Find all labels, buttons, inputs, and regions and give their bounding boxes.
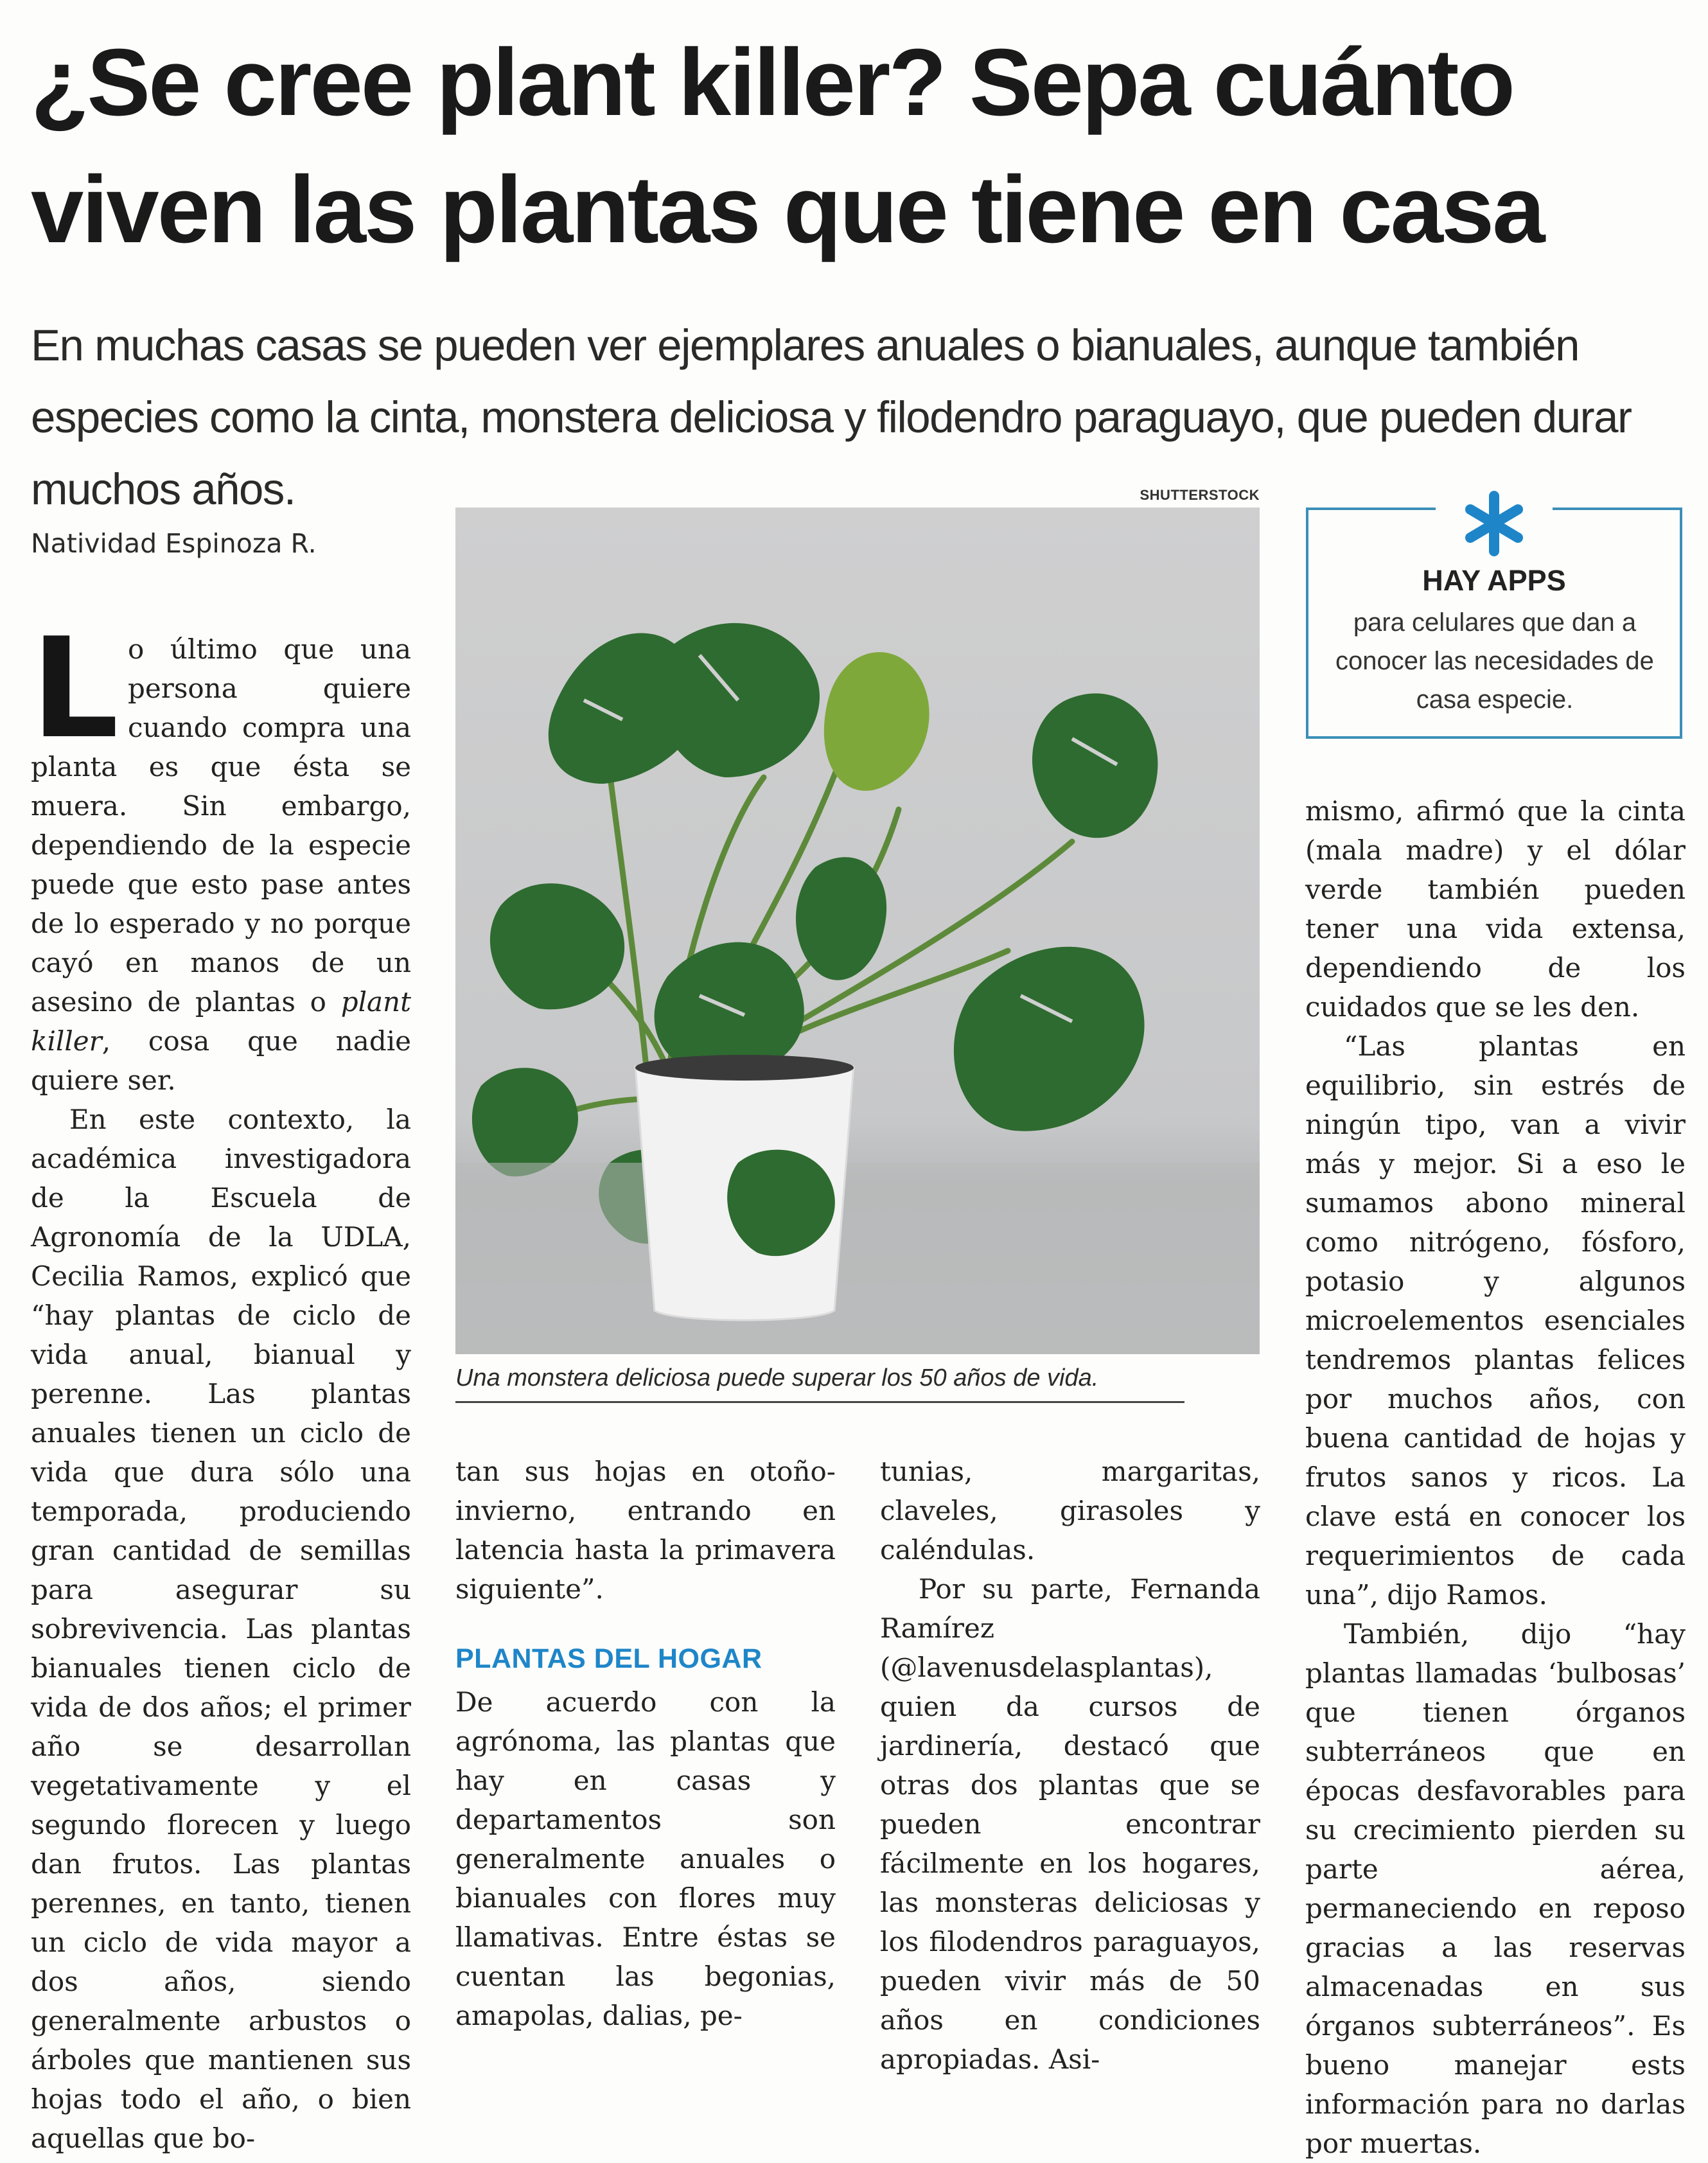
paragraph — [31, 608, 411, 1100]
plant-photo — [455, 508, 1260, 1354]
paragraph: También, dijo “hay plantas llamadas ‘bulbosas’ que tienen órganos subterráneos que en épocas desfavorables para su crecimiento pierden su parte aérea, permaneciendo en reposo gracias a las reservas almacenadas en sus órganos subterráneos”. Es bueno manejar ests información para no darlas por muertas. — [1305, 1618, 1686, 2159]
paragraph: “Las plantas en equilibrio, sin estrés de ningún tipo, van a vivir más y mejor. Si a eso le sumamos abono mineral como nitrógeno, fósforo, potasio y algunos microelementos esenciales tendremos plantas felices por muchos años, con buena cantidad de hojas y frutos sanos y ricos. La clave está en conocer los requerimientos de cada una”, dijo Ramos. — [1305, 1030, 1686, 1611]
paragraph: mismo, afirmó que la cinta (mala madre) y el dólar verde también pueden tener una vida extensa, dependiendo de los cuidados que se les den. — [1305, 795, 1686, 1023]
headline: ¿Se cree plant killer? Sepa cuánto viven las plantas que tiene en casa — [31, 30, 1544, 263]
paragraph: tunias, margaritas, claveles, girasoles y caléndulas. — [880, 1456, 1260, 1566]
paragraph: tan sus hojas en otoño-invierno, entrando en latencia hasta la primavera siguiente”. — [455, 1456, 836, 1605]
sidebar-text: para celulares que dan a conocer las necesidades de casa especie. — [1335, 608, 1654, 714]
body-column-3 — [880, 1452, 1260, 2079]
body-column-4 — [1305, 791, 1686, 2163]
sidebar-title: HAY APPS — [1422, 564, 1566, 597]
paragraph: En este contexto, la académica investigadora de la Escuela de Agronomía de la UDLA, Cecilia Ramos, explicó que “hay plantas de ciclo de vida anual, bianual y perenne. Las plantas anuales tienen un ciclo de vida que dura sólo una temporada, produciendo gran cantidad de semillas para asegurar su sobrevivencia. Las plantas bianuales tienen ciclo de vida de dos años; el primer año se desarrollan vegetativamente y el segundo florecen y luego dan frutos. Las plantas perennes, en tanto, tienen un ciclo de vida mayor a dos años, siendo generalmente arbustos o árboles que mantienen sus hojas todo el año, o bien aquellas que bo- — [31, 1104, 411, 2154]
sidebar-icon-holder — [1436, 488, 1553, 559]
emphasis-text: plant killer — [31, 986, 411, 1057]
paragraph: De acuerdo con la agrónoma, las plantas que hay en casas y departamentos son generalmente anuales o bianuales con flores muy llamativas. Entre éstas se cuentan las begonias, amapolas, dalias, pe- — [455, 1686, 836, 2031]
monstera-illustration — [455, 508, 1260, 1354]
asterisk-icon — [1436, 488, 1553, 559]
drop-cap: L — [31, 608, 119, 769]
photo-caption: Una monstera deliciosa puede superar los 50 años de vida. — [455, 1364, 1184, 1403]
paragraph-text: o último que una persona quiere cuando compra una planta es que ésta se muera. Sin embargo, dependiendo de la especie puede que esto pase antes de lo esperado y no porque cayó en manos de un asesino de plantas o — [31, 633, 411, 1018]
body-column-1 — [31, 608, 411, 2158]
sidebar-box — [1306, 508, 1682, 739]
photo-credit: SHUTTERSTOCK — [1140, 487, 1260, 503]
deck-subtitle: En muchas casas se pueden ver ejemplares anuales o bianuales, aunque también especies como la cinta, monstera deliciosa y filodendro paraguayo, que pueden durar muchos años. — [31, 321, 1632, 514]
paragraph-text: , cosa que nadie quiere ser. — [31, 1025, 411, 1096]
byline: Natividad Espinoza R. — [31, 528, 317, 559]
body-column-2 — [455, 1452, 836, 2035]
section-subhead: PLANTAS DEL HOGAR — [455, 1643, 762, 1674]
paragraph: Por su parte, Fernanda Ramírez (@lavenusdelasplantas), quien da cursos de jardinería, destacó que otras dos plantas que se pueden encontrar fácilmente en los hogares, las monsteras deliciosas y los filodendros paraguayos, pueden vivir más de 50 años en condiciones apropiadas. Asi- — [880, 1573, 1260, 2075]
